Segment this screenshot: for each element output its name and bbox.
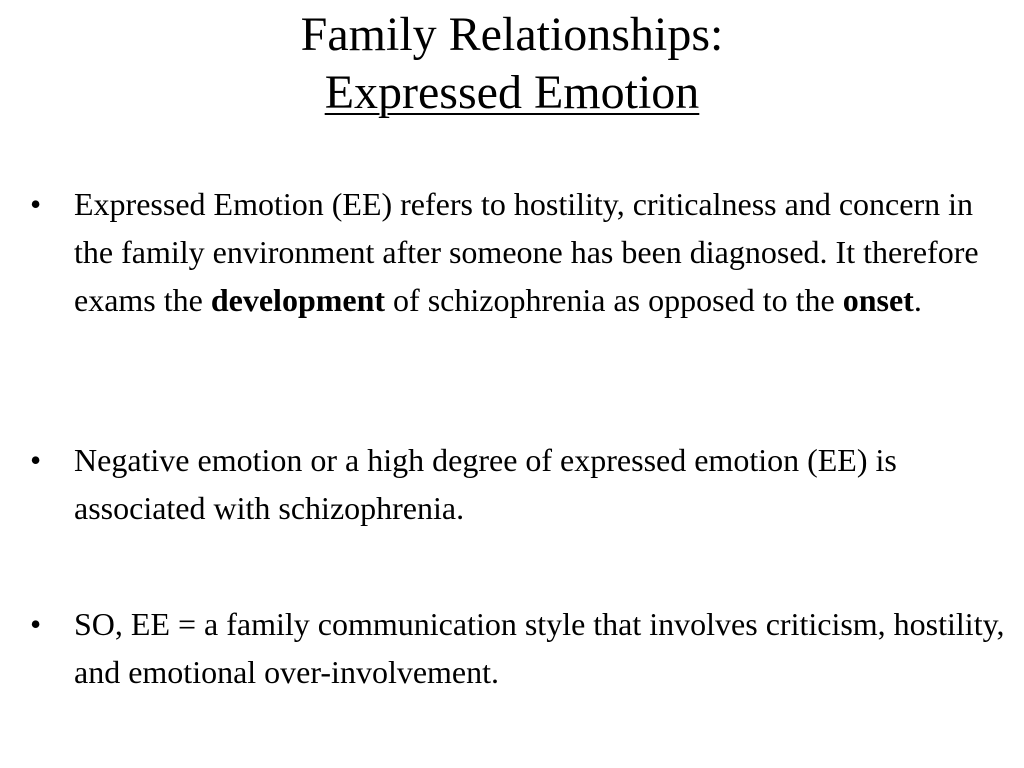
bullet-dot-icon: • [30,606,42,642]
text-segment: SO, EE = a family communication style that involves criticism, hostility, and emotional over-involvement. [74,606,1005,690]
text-segment: Expressed Emotion (EE) refers to hostility, criticalness and concern in the family environment after someone has been diagnosed. It therefore exams the [74,186,979,318]
bullet-dot-icon: • [30,442,42,478]
title-line-subtitle: Expressed Emotion [324,66,700,119]
bold-term: onset [842,282,914,318]
text-segment: . [913,282,922,318]
text-segment: of schizophrenia as opposed to the [385,282,843,318]
bullet-text [74,180,1014,324]
text-segment: Negative emotion or a high degree of expressed emotion (EE) is associated with schizophrenia. [74,442,897,526]
bullet-text [74,436,1014,532]
bullet-text [74,600,1014,696]
slide-title [0,6,1024,122]
title-line-main: Family Relationships: [300,8,724,61]
bullet-dot-icon: • [30,186,42,222]
bold-term: development [210,282,386,318]
